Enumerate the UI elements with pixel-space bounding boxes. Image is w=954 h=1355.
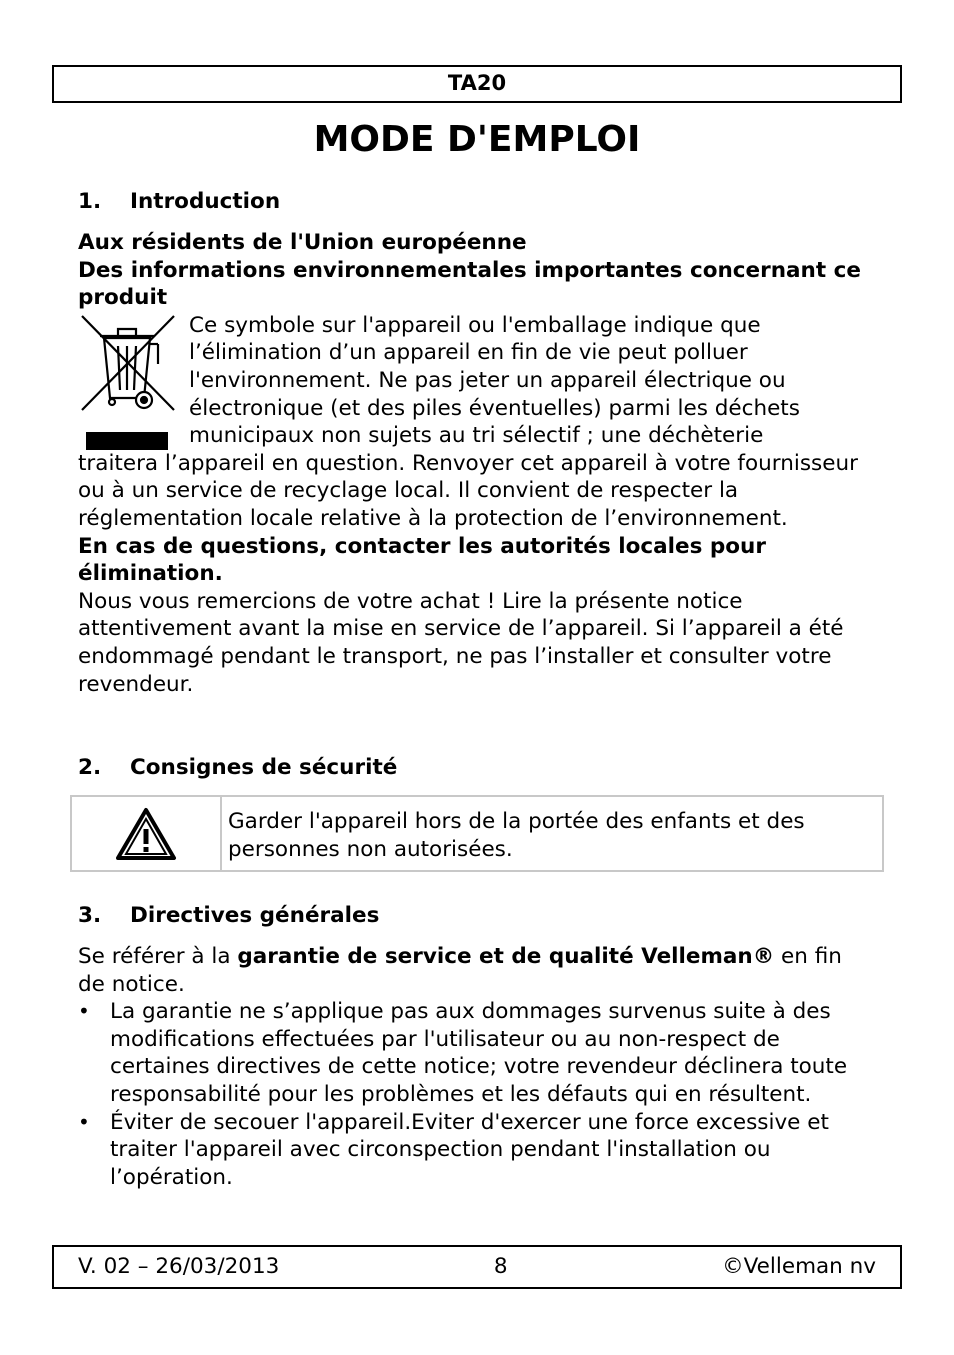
warranty-bold: garantie de service et de qualité Velleman® [237, 944, 775, 969]
eu-heading: Aux résidents de l'Union européenne [78, 230, 527, 255]
weee-line-4: électronique (et des piles éventuelles) parmi les déchets [189, 395, 800, 421]
warning-triangle-icon [115, 807, 177, 861]
header-model-box [52, 65, 902, 103]
section-1-number: 1. [78, 189, 102, 214]
section-3-number: 3. [78, 903, 102, 928]
weee-line-5: municipaux non sujets au tri sélectif ; une déchèterie [189, 423, 764, 449]
safety-warning-table [70, 795, 884, 872]
warning-icon-cell [72, 797, 222, 870]
section-3-title: Directives générales [130, 903, 380, 928]
weee-black-bar [86, 432, 168, 450]
list-item: • Éviter de secouer l'appareil.Eviter d'exercer une force excessive et traiter l'appareil avec circonspection pendant l'installation ou l’opération. [78, 1109, 878, 1192]
footer-page-number: 8 [493, 1254, 508, 1280]
section-1-title: Introduction [130, 189, 281, 214]
weee-line-2: l’élimination d’un appareil en fin de vie peut polluer [189, 340, 748, 366]
footer [52, 1245, 902, 1289]
warranty-reference [78, 943, 868, 998]
weee-tail: traitera l’appareil en question. Renvoyer cet appareil à votre fournisseur ou à un service de recyclage local. Il convient de respecter la réglementation locale relative à la protection de l’environnement. [78, 450, 858, 531]
weee-crossed-bin-icon [80, 314, 176, 414]
list-item: • La garantie ne s’applique pas aux dommages survenus suite à des modifications effectuées par l'utilisateur ou au non-respect de certaines directives de cette notice; votre revendeur déclinera toute responsabilité pour les problèmes et les défauts qui en résultent. [78, 998, 878, 1108]
env-heading: Des informations environnementales importantes concernant ce produit [78, 257, 861, 311]
weee-line-1: Ce symbole sur l'appareil ou l'emballage indique que [189, 312, 761, 338]
general-block [78, 943, 878, 1191]
weee-line-3: l'environnement. Ne pas jeter un appareil électrique ou [189, 367, 786, 393]
section-2-title: Consignes de sécurité [130, 755, 398, 780]
section-1-heading [78, 188, 280, 216]
questions-note: En cas de questions, contacter les autorités locales pour élimination. [78, 533, 766, 587]
footer-version: V. 02 – 26/03/2013 [78, 1254, 280, 1280]
page-title: MODE D'EMPLOI [313, 119, 641, 160]
warranty-pre: Se référer à la [78, 944, 238, 969]
directives-list [78, 998, 878, 1191]
section-2-number: 2. [78, 755, 102, 780]
intro-block [78, 229, 878, 698]
model-name: TA20 [447, 71, 507, 96]
footer-copyright: ©Velleman nv [722, 1254, 876, 1280]
section-2-heading [78, 754, 397, 782]
warning-text: Garder l'appareil hors de la portée des enfants et des personnes non autorisées. [228, 809, 805, 862]
section-3-heading [78, 902, 379, 930]
warranty-post: en fin de notice. [78, 944, 842, 997]
thanks-paragraph: Nous vous remercions de votre achat ! Lire la présente notice attentivement avant la mise en service de l’appareil. Si l’appareil a été endommagé pendant le transport, ne pas l’installer et consulter votre revendeur. [78, 588, 844, 697]
